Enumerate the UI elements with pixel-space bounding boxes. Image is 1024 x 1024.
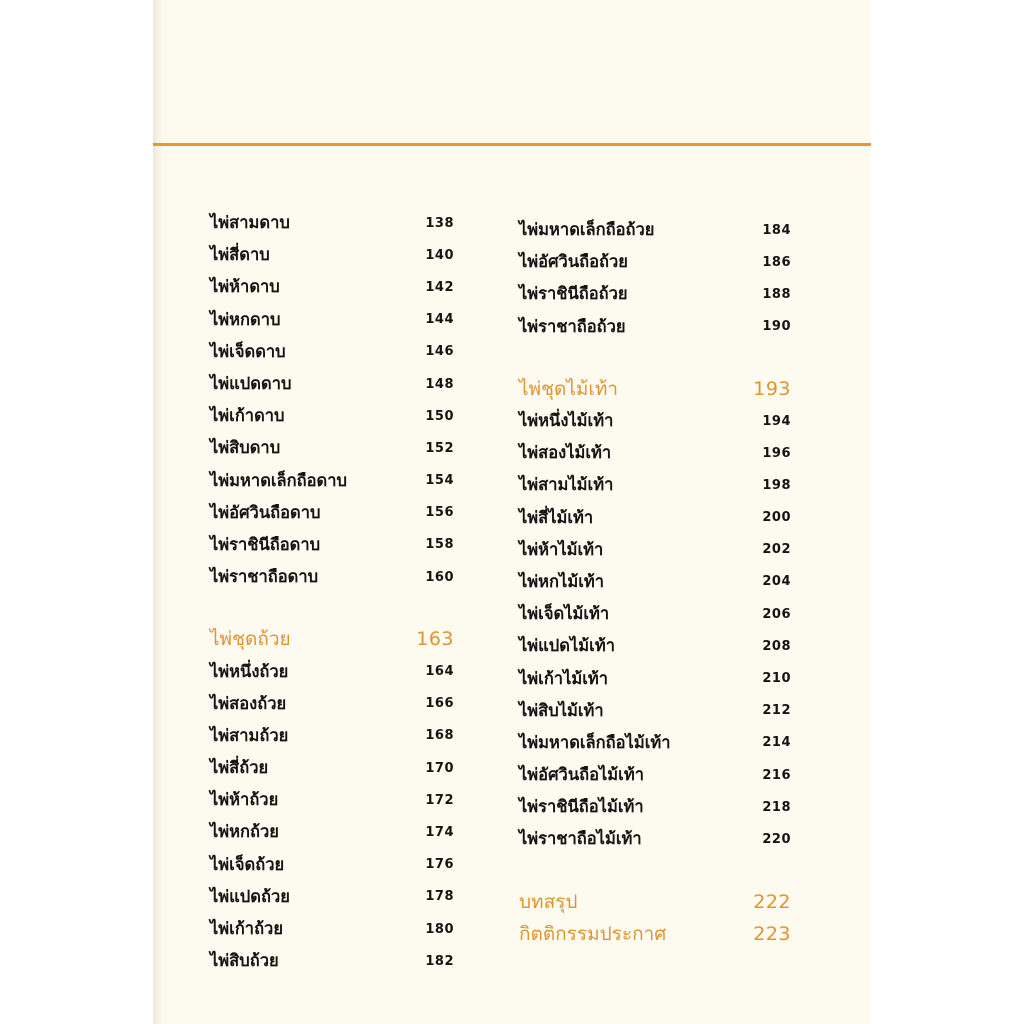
toc-entry-page: 178 <box>425 889 454 905</box>
toc-entry-page: 186 <box>762 254 791 270</box>
toc-entry-title: ไพ่สี่ถ้วย <box>210 758 269 778</box>
toc-entry-title: ไพ่ราชินีถือดาบ <box>210 534 321 554</box>
toc-entry-page: 154 <box>425 473 454 489</box>
toc-entry <box>519 469 791 501</box>
toc-column-right <box>519 214 791 950</box>
toc-entry-page: 190 <box>762 319 791 335</box>
toc-entry-page: 198 <box>762 477 791 493</box>
toc-entry <box>519 311 791 343</box>
toc-entry-page: 174 <box>425 824 454 840</box>
toc-entry-title: ไพ่สามดาบ <box>210 213 290 233</box>
toc-entry-title: ไพ่ราชาถือถ้วย <box>519 316 626 336</box>
toc-entry <box>519 246 791 278</box>
toc-entry-page: 166 <box>425 696 454 712</box>
toc-entry-page: 146 <box>425 344 454 360</box>
toc-entry <box>519 214 791 246</box>
toc-entry <box>210 529 454 561</box>
toc-entry-page: 212 <box>762 703 791 719</box>
toc-entry-page: 150 <box>425 408 454 424</box>
toc-entry-title: ไพ่แปดไม้เท้า <box>519 636 615 656</box>
toc-section-heading-acknowledgements <box>519 918 791 950</box>
toc-entry-title: ไพ่สองไม้เท้า <box>519 443 612 463</box>
toc-spacer <box>210 593 454 623</box>
toc-entry-title: ไพ่สิบดาบ <box>210 438 281 458</box>
toc-entry <box>210 304 454 336</box>
toc-entry-page: 170 <box>425 760 454 776</box>
toc-entry-title: ไพ่มหาดเล็กถือดาบ <box>210 470 348 490</box>
toc-entry-title: ไพ่สามถ้วย <box>210 725 289 745</box>
header-rule <box>153 143 871 146</box>
toc-entry-title: ไพ่ราชาถือไม้เท้า <box>519 829 642 849</box>
toc-entry <box>210 561 454 593</box>
toc-entry <box>210 368 454 400</box>
toc-entry-title: ไพ่สามไม้เท้า <box>519 475 614 495</box>
toc-entry-page: 144 <box>425 312 454 328</box>
toc-entry <box>519 405 791 437</box>
toc-entry-title: ไพ่สิบถ้วย <box>210 951 279 971</box>
toc-entry-title: ไพ่มหาดเล็กถือถ้วย <box>519 220 655 240</box>
toc-entry-page: 168 <box>425 728 454 744</box>
toc-entry-title: ไพ่เก้าดาบ <box>210 406 285 426</box>
toc-entry-title: ไพ่หกถ้วย <box>210 822 279 842</box>
toc-entry-title: ไพ่หนึ่งไม้เท้า <box>519 411 614 431</box>
toc-section-page: 163 <box>416 628 454 651</box>
toc-section-title: ไพ่ชุดไม้เท้า <box>519 377 619 400</box>
toc-entry-page: 182 <box>425 953 454 969</box>
toc-entry-page: 194 <box>762 413 791 429</box>
toc-section-heading-wands <box>519 373 791 405</box>
toc-entry-title: ไพ่เก้าถ้วย <box>210 919 283 939</box>
toc-entry <box>519 727 791 759</box>
toc-entry <box>519 278 791 310</box>
toc-entry-title: ไพ่สองถ้วย <box>210 693 287 713</box>
toc-entry-page: 214 <box>762 735 791 751</box>
toc-entry-page: 210 <box>762 671 791 687</box>
toc-entry <box>519 791 791 823</box>
toc-entry-page: 184 <box>762 222 791 238</box>
toc-entry <box>210 655 454 687</box>
toc-entry-title: ไพ่สิบไม้เท้า <box>519 700 604 720</box>
toc-entry <box>210 816 454 848</box>
toc-entry-page: 208 <box>762 638 791 654</box>
page-gutter-shadow <box>153 0 163 1024</box>
toc-entry-title: ไพ่มหาดเล็กถือไม้เท้า <box>519 732 671 752</box>
toc-entry <box>519 823 791 855</box>
toc-entry-page: 160 <box>425 569 454 585</box>
toc-entry-title: ไพ่อัศวินถือดาบ <box>210 502 321 522</box>
toc-entry <box>519 502 791 534</box>
toc-entry <box>210 336 454 368</box>
toc-entry-page: 140 <box>425 247 454 263</box>
toc-entry <box>210 784 454 816</box>
toc-entry <box>210 497 454 529</box>
toc-entry-title: ไพ่หกไม้เท้า <box>519 571 604 591</box>
toc-entry-title: ไพ่อัศวินถือถ้วย <box>519 252 628 272</box>
toc-entry-page: 152 <box>425 440 454 456</box>
toc-entry <box>210 913 454 945</box>
toc-entry-page: 196 <box>762 445 791 461</box>
toc-entry-title: ไพ่อัศวินถือไม้เท้า <box>519 765 644 785</box>
toc-entry <box>210 881 454 913</box>
toc-entry-page: 204 <box>762 574 791 590</box>
toc-entry-page: 148 <box>425 376 454 392</box>
toc-entry-title: ไพ่ราชินีถือไม้เท้า <box>519 797 644 817</box>
toc-entry <box>210 720 454 752</box>
toc-entry <box>519 598 791 630</box>
toc-entry <box>519 566 791 598</box>
toc-entry-title: ไพ่หกดาบ <box>210 309 281 329</box>
toc-entry-page: 158 <box>425 537 454 553</box>
toc-entry-title: ไพ่แปดดาบ <box>210 374 292 394</box>
toc-entry-title: ไพ่ห้าดาบ <box>210 277 280 297</box>
toc-entry-title: ไพ่สี่ไม้เท้า <box>519 507 594 527</box>
toc-entry-page: 216 <box>762 767 791 783</box>
toc-entry-page: 156 <box>425 505 454 521</box>
toc-column-left <box>210 207 454 977</box>
toc-entry-title: ไพ่ราชาถือดาบ <box>210 567 319 587</box>
toc-entry-title: ไพ่เจ็ดไม้เท้า <box>519 604 610 624</box>
toc-section-title: บทสรุป <box>519 890 578 913</box>
toc-entry <box>519 437 791 469</box>
toc-entry-page: 202 <box>762 542 791 558</box>
toc-entry-title: ไพ่เจ็ดถ้วย <box>210 854 285 874</box>
toc-entry <box>210 239 454 271</box>
toc-entry-page: 206 <box>762 606 791 622</box>
toc-entry <box>210 271 454 303</box>
toc-entry <box>519 630 791 662</box>
toc-entry-title: ไพ่แปดถ้วย <box>210 886 290 906</box>
toc-spacer <box>519 343 791 373</box>
toc-entry-page: 200 <box>762 510 791 526</box>
toc-entry-page: 138 <box>425 215 454 231</box>
toc-entry-page: 218 <box>762 799 791 815</box>
toc-entry <box>210 432 454 464</box>
toc-entry-page: 188 <box>762 286 791 302</box>
toc-entry <box>519 662 791 694</box>
toc-entry <box>210 945 454 977</box>
toc-section-page: 223 <box>753 922 791 945</box>
toc-entry <box>519 534 791 566</box>
toc-entry-title: ไพ่เก้าไม้เท้า <box>519 668 609 688</box>
toc-entry <box>210 688 454 720</box>
toc-spacer <box>519 856 791 886</box>
toc-entry-page: 172 <box>425 792 454 808</box>
toc-entry-page: 180 <box>425 921 454 937</box>
toc-section-page: 222 <box>753 890 791 913</box>
toc-entry-title: ไพ่ราชินีถือถ้วย <box>519 284 628 304</box>
toc-entry-title: ไพ่เจ็ดดาบ <box>210 341 286 361</box>
toc-entry-title: ไพ่สี่ดาบ <box>210 245 270 265</box>
toc-section-title: กิตติกรรมประกาศ <box>519 922 667 945</box>
toc-entry <box>210 465 454 497</box>
toc-section-page: 193 <box>753 377 791 400</box>
toc-entry <box>210 400 454 432</box>
toc-section-heading-cups <box>210 623 454 655</box>
toc-section-heading-summary <box>519 886 791 918</box>
toc-entry-page: 142 <box>425 279 454 295</box>
toc-entry <box>210 207 454 239</box>
toc-entry <box>519 695 791 727</box>
toc-entry-page: 176 <box>425 857 454 873</box>
toc-entry-title: ไพ่หนึ่งถ้วย <box>210 661 289 681</box>
toc-entry <box>519 759 791 791</box>
toc-entry <box>210 752 454 784</box>
toc-entry <box>210 849 454 881</box>
toc-section-title: ไพ่ชุดถ้วย <box>210 628 291 651</box>
toc-entry-title: ไพ่ห้าถ้วย <box>210 790 279 810</box>
toc-entry-page: 220 <box>762 831 791 847</box>
toc-entry-title: ไพ่ห้าไม้เท้า <box>519 539 604 559</box>
toc-entry-page: 164 <box>425 664 454 680</box>
